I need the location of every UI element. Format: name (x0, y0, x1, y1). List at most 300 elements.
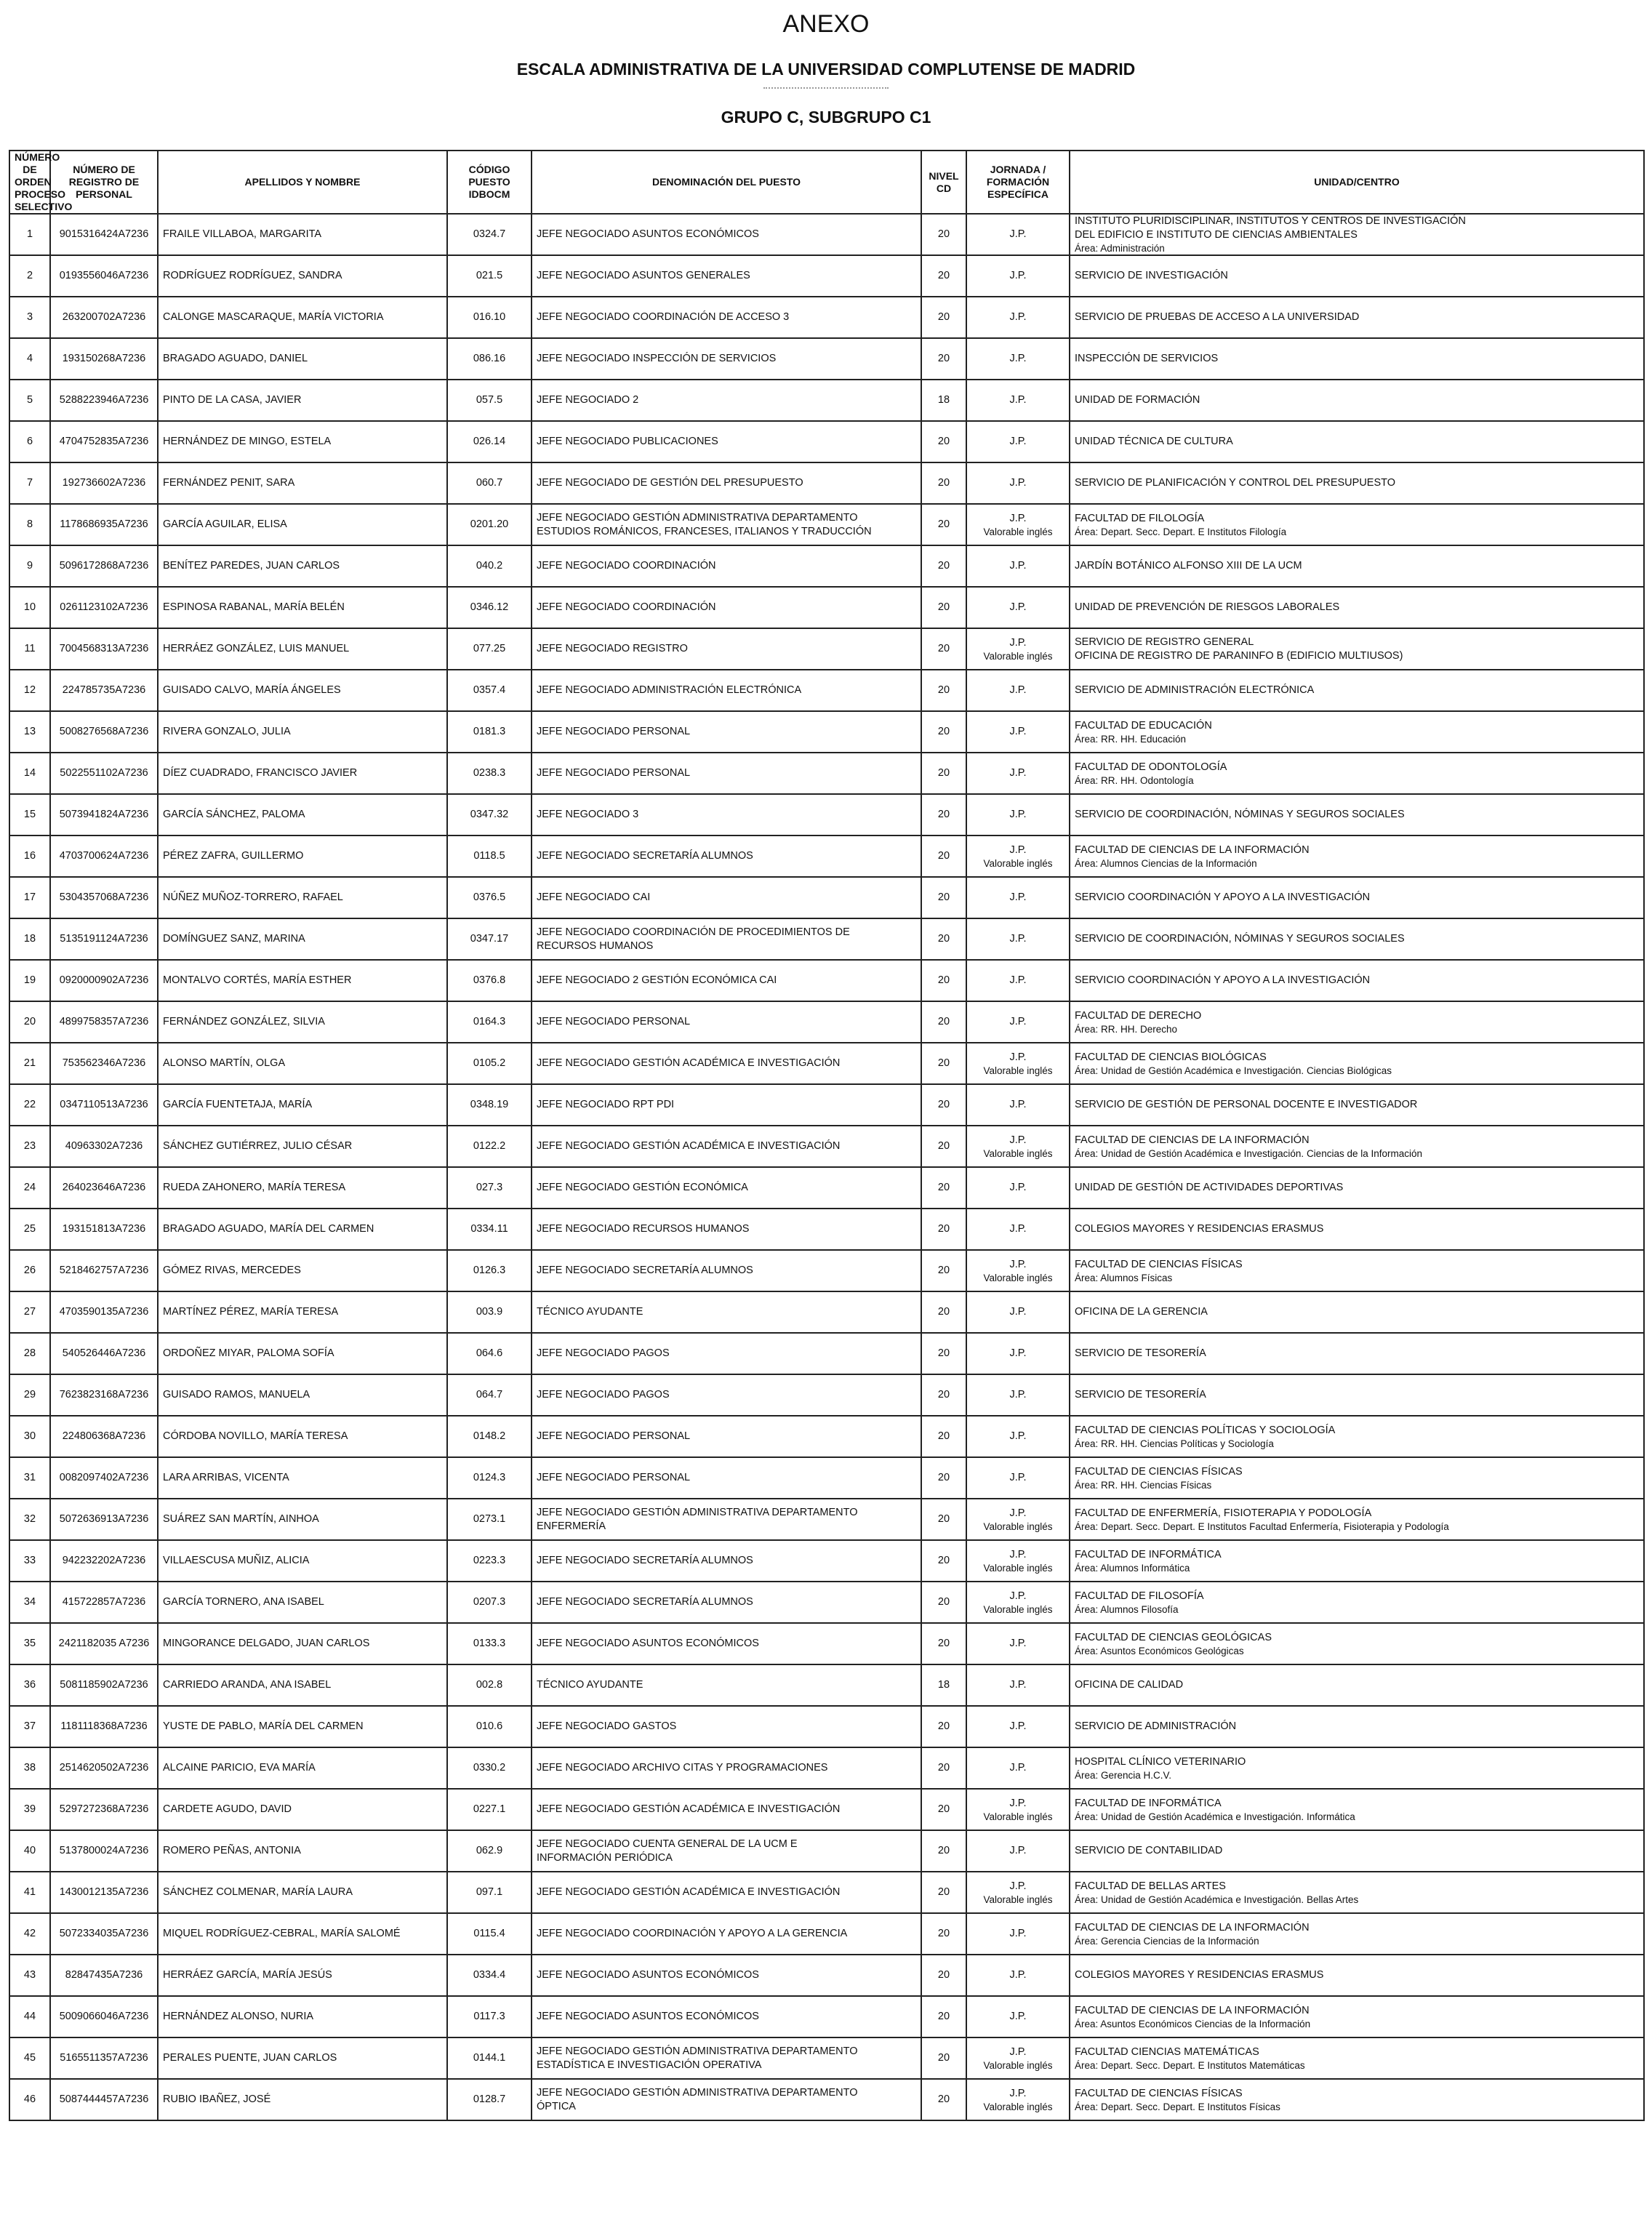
order-number: 12 (9, 670, 50, 711)
unit-line-2: Área: RR. HH. Educación (1075, 733, 1187, 745)
schedule-type: J.P. (1009, 1223, 1027, 1235)
annex-table (9, 150, 1645, 2121)
table-row (9, 1250, 1644, 1291)
schedule-type: J.P. (1009, 933, 1027, 945)
position-line: JEFE NEGOCIADO COORDINACIÓN Y APOYO A LA GERENCIA (537, 1928, 848, 1939)
position-line-2: ESTADÍSTICA E INVESTIGACIÓN OPERATIVA (537, 2059, 762, 2071)
position-code: 0376.5 (447, 877, 532, 918)
level-cd: 20 (921, 1540, 966, 1582)
registry-number: 942232202A7236 (50, 1540, 158, 1582)
order-number: 26 (9, 1250, 50, 1291)
unit-line: FACULTAD DE BELLAS ARTES (1075, 1880, 1226, 1892)
position-name (532, 338, 921, 380)
unit-line: UNIDAD TÉCNICA DE CULTURA (1075, 436, 1233, 447)
position-name (532, 1664, 921, 1706)
registry-number: 7623823168A7236 (50, 1374, 158, 1416)
position-name (532, 214, 921, 255)
position-line: JEFE NEGOCIADO GESTIÓN ADMINISTRATIVA DEPARTAMENTO (537, 511, 858, 524)
position-code: 0376.8 (447, 960, 532, 1001)
order-number: 40 (9, 1830, 50, 1872)
full-name: BRAGADO AGUADO, MARÍA DEL CARMEN (158, 1209, 447, 1250)
schedule (966, 2037, 1070, 2079)
full-name: LARA ARRIBAS, VICENTA (158, 1457, 447, 1499)
unit-line-3: Área: Administración (1075, 243, 1165, 254)
schedule-type: J.P. (1009, 1258, 1027, 1270)
group-heading: GRUPO C, SUBGRUPO C1 (721, 108, 931, 127)
position-line: JEFE NEGOCIADO GESTIÓN ACADÉMICA E INVESTIGACIÓN (537, 1803, 841, 1815)
table-row (9, 1499, 1644, 1540)
unit-line-2: Área: RR. HH. Ciencias Físicas (1075, 1479, 1212, 1491)
order-number: 41 (9, 1872, 50, 1913)
level-cd: 20 (921, 753, 966, 794)
schedule-type: J.P. (1009, 1797, 1027, 1809)
position-code: 0128.7 (447, 2079, 532, 2120)
registry-number: 5009066046A7236 (50, 1996, 158, 2037)
schedule (966, 836, 1070, 877)
full-name: MARTÍNEZ PÉREZ, MARÍA TERESA (158, 1291, 447, 1333)
schedule-type: J.P. (1009, 1051, 1027, 1063)
registry-number: 753562346A7236 (50, 1043, 158, 1084)
schedule-type: J.P. (1009, 1548, 1027, 1560)
order-number: 2 (9, 255, 50, 297)
position-name (532, 1623, 921, 1664)
full-name: PERALES PUENTE, JUAN CARLOS (158, 2037, 447, 2079)
full-name: NÚÑEZ MUÑOZ-TORRERO, RAFAEL (158, 877, 447, 918)
position-name (532, 1167, 921, 1209)
table-row (9, 1291, 1644, 1333)
level-cd: 20 (921, 1416, 966, 1457)
position-name (532, 1955, 921, 1996)
table-row (9, 1582, 1644, 1623)
unit-center (1070, 1623, 1644, 1664)
order-number: 15 (9, 794, 50, 836)
position-name (532, 297, 921, 338)
schedule (966, 1582, 1070, 1623)
table-row (9, 1996, 1644, 2037)
unit-line: FACULTAD DE CIENCIAS GEOLÓGICAS (1075, 1631, 1272, 1643)
position-line: JEFE NEGOCIADO GESTIÓN ADMINISTRATIVA DEPARTAMENTO (537, 2045, 858, 2057)
full-name: BENÍTEZ PAREDES, JUAN CARLOS (158, 545, 447, 587)
level-cd: 20 (921, 918, 966, 960)
full-name: GARCÍA TORNERO, ANA ISABEL (158, 1582, 447, 1623)
position-line: JEFE NEGOCIADO PUBLICACIONES (537, 436, 718, 447)
schedule-type: J.P. (1009, 353, 1027, 364)
position-name (532, 1043, 921, 1084)
position-line: JEFE NEGOCIADO PERSONAL (537, 1472, 691, 1483)
registry-number: 4703590135A7236 (50, 1291, 158, 1333)
position-line: JEFE NEGOCIADO 2 (537, 394, 639, 406)
position-code: 0133.3 (447, 1623, 532, 1664)
unit-center (1070, 1540, 1644, 1582)
unit-center (1070, 421, 1644, 462)
registry-number: 1181118368A7236 (50, 1706, 158, 1747)
registry-number: 263200702A7236 (50, 297, 158, 338)
level-cd: 18 (921, 380, 966, 421)
schedule (966, 380, 1070, 421)
position-line: JEFE NEGOCIADO GESTIÓN ADMINISTRATIVA DEPARTAMENTO (537, 2086, 858, 2099)
unit-line: INSTITUTO PLURIDISCIPLINAR, INSTITUTOS Y CENTROS DE INVESTIGACIÓN (1075, 215, 1466, 227)
unit-center (1070, 877, 1644, 918)
unit-center (1070, 545, 1644, 587)
level-cd: 20 (921, 1872, 966, 1913)
order-number: 31 (9, 1457, 50, 1499)
full-name: ESPINOSA RABANAL, MARÍA BELÉN (158, 587, 447, 628)
table-header-row (9, 151, 1644, 214)
position-line: JEFE NEGOCIADO REGISTRO (537, 643, 688, 654)
position-code: 0223.3 (447, 1540, 532, 1582)
unit-line: FACULTAD DE EDUCACIÓN (1075, 719, 1212, 732)
position-code: 026.14 (447, 421, 532, 462)
position-code: 0334.4 (447, 1955, 532, 1996)
full-name: BRAGADO AGUADO, DANIEL (158, 338, 447, 380)
table-row (9, 1167, 1644, 1209)
unit-line: FACULTAD DE FILOSOFÍA (1075, 1590, 1204, 1602)
full-name: GARCÍA AGUILAR, ELISA (158, 504, 447, 545)
position-name (532, 2079, 921, 2120)
order-number: 4 (9, 338, 50, 380)
unit-center (1070, 255, 1644, 297)
level-cd: 20 (921, 545, 966, 587)
schedule (966, 960, 1070, 1001)
unit-line: SERVICIO DE PRUEBAS DE ACCESO A LA UNIVERSIDAD (1075, 311, 1360, 323)
order-number: 29 (9, 1374, 50, 1416)
table-row (9, 214, 1644, 255)
unit-line-2: Área: Alumnos Informática (1075, 1562, 1190, 1574)
table-row (9, 1374, 1644, 1416)
position-line: JEFE NEGOCIADO CUENTA GENERAL DE LA UCM E (537, 1838, 798, 1850)
full-name: RUBIO IBAÑEZ, JOSÉ (158, 2079, 447, 2120)
position-line: TÉCNICO AYUDANTE (537, 1679, 643, 1691)
position-code: 021.5 (447, 255, 532, 297)
position-code: 0105.2 (447, 1043, 532, 1084)
position-name (532, 1457, 921, 1499)
order-number: 45 (9, 2037, 50, 2079)
registry-number: 5022551102A7236 (50, 753, 158, 794)
unit-line: FACULTAD DE CIENCIAS DE LA INFORMACIÓN (1075, 843, 1310, 856)
training-note: Valorable inglés (983, 857, 1053, 869)
schedule (966, 753, 1070, 794)
col-header-schedule: JORNADA / FORMACIÓN ESPECÍFICA (966, 151, 1070, 214)
full-name: FERNÁNDEZ GONZÁLEZ, SILVIA (158, 1001, 447, 1043)
table-row (9, 1913, 1644, 1955)
schedule (966, 1499, 1070, 1540)
unit-line: FACULTAD DE ODONTOLOGÍA (1075, 761, 1227, 773)
unit-line: FACULTAD DE CIENCIAS BIOLÓGICAS (1075, 1051, 1267, 1063)
unit-center (1070, 338, 1644, 380)
position-name (532, 1209, 921, 1250)
schedule (966, 1126, 1070, 1167)
table-row (9, 2037, 1644, 2079)
training-note: Valorable inglés (983, 1811, 1053, 1822)
registry-number: 5072636913A7236 (50, 1499, 158, 1540)
schedule-type: J.P. (1009, 1347, 1027, 1359)
table-row (9, 670, 1644, 711)
full-name: YUSTE DE PABLO, MARÍA DEL CARMEN (158, 1706, 447, 1747)
unit-center (1070, 1499, 1644, 1540)
schedule-type: J.P. (1009, 394, 1027, 406)
order-number: 21 (9, 1043, 50, 1084)
position-code: 0207.3 (447, 1582, 532, 1623)
position-code: 0122.2 (447, 1126, 532, 1167)
unit-line-2: Área: Depart. Secc. Depart. E Institutos Filología (1075, 526, 1287, 537)
level-cd: 20 (921, 2037, 966, 2079)
schedule (966, 545, 1070, 587)
table-row (9, 1623, 1644, 1664)
training-note: Valorable inglés (983, 1520, 1053, 1532)
schedule (966, 1706, 1070, 1747)
position-code: 062.9 (447, 1830, 532, 1872)
registry-number: 4703700624A7236 (50, 836, 158, 877)
table-row (9, 753, 1644, 794)
position-name (532, 1872, 921, 1913)
position-name (532, 421, 921, 462)
table-row (9, 1043, 1644, 1084)
unit-center (1070, 1167, 1644, 1209)
level-cd: 18 (921, 1664, 966, 1706)
schedule-type: J.P. (1009, 601, 1027, 613)
position-code: 0118.5 (447, 836, 532, 877)
schedule (966, 1996, 1070, 2037)
position-name (532, 1706, 921, 1747)
schedule (966, 462, 1070, 504)
col-header-position: DENOMINACIÓN DEL PUESTO (532, 151, 921, 214)
full-name: SÁNCHEZ GUTIÉRREZ, JULIO CÉSAR (158, 1126, 447, 1167)
schedule-type: J.P. (1009, 2045, 1027, 2058)
order-number: 37 (9, 1706, 50, 1747)
position-code: 0324.7 (447, 214, 532, 255)
level-cd: 20 (921, 1209, 966, 1250)
schedule-type: J.P. (1009, 228, 1027, 240)
full-name: RUEDA ZAHONERO, MARÍA TERESA (158, 1167, 447, 1209)
order-number: 46 (9, 2079, 50, 2120)
unit-center (1070, 1913, 1644, 1955)
registry-number: 9015316424A7236 (50, 214, 158, 255)
unit-center (1070, 918, 1644, 960)
schedule-type: J.P. (1009, 1590, 1027, 1602)
unit-line-2: Área: Gerencia H.C.V. (1075, 1769, 1172, 1781)
position-code: 0346.12 (447, 587, 532, 628)
position-name (532, 877, 921, 918)
unit-line-2: Área: RR. HH. Ciencias Políticas y Sociología (1075, 1438, 1274, 1449)
table-row (9, 1872, 1644, 1913)
page-title: ANEXO (782, 10, 870, 38)
full-name: HERRÁEZ GARCÍA, MARÍA JESÚS (158, 1955, 447, 1996)
table-row (9, 1830, 1644, 1872)
order-number: 25 (9, 1209, 50, 1250)
position-line: JEFE NEGOCIADO ARCHIVO CITAS Y PROGRAMACIONES (537, 1762, 828, 1774)
unit-line-2: Área: Gerencia Ciencias de la Información (1075, 1935, 1259, 1947)
schedule-type: J.P. (1009, 270, 1027, 281)
schedule (966, 918, 1070, 960)
unit-line: COLEGIOS MAYORES Y RESIDENCIAS ERASMUS (1075, 1969, 1324, 1981)
col-header-level: NIVEL CD (921, 151, 966, 214)
level-cd: 20 (921, 1747, 966, 1789)
table-row (9, 1540, 1644, 1582)
table-row (9, 504, 1644, 545)
unit-line-2: Área: Unidad de Gestión Académica e Investigación. Bellas Artes (1075, 1894, 1359, 1905)
level-cd: 20 (921, 1126, 966, 1167)
position-line: JEFE NEGOCIADO SECRETARÍA ALUMNOS (537, 1596, 753, 1608)
unit-line-2: Área: RR. HH. Derecho (1075, 1023, 1178, 1035)
unit-line: INSPECCIÓN DE SERVICIOS (1075, 353, 1219, 364)
unit-center (1070, 1374, 1644, 1416)
table-row (9, 794, 1644, 836)
schedule (966, 877, 1070, 918)
table-row (9, 1457, 1644, 1499)
order-number: 38 (9, 1747, 50, 1789)
full-name: CARDETE AGUDO, DAVID (158, 1789, 447, 1830)
position-name (532, 1996, 921, 2037)
order-number: 35 (9, 1623, 50, 1664)
position-line: JEFE NEGOCIADO GESTIÓN ECONÓMICA (537, 1182, 748, 1193)
unit-center (1070, 628, 1644, 670)
order-number: 36 (9, 1664, 50, 1706)
unit-line: SERVICIO DE COORDINACIÓN, NÓMINAS Y SEGUROS SOCIALES (1075, 933, 1405, 945)
unit-line-2: Área: Depart. Secc. Depart. E Institutos Facultad Enfermería, Fisioterapia y Podología (1075, 1520, 1449, 1532)
position-code: 0126.3 (447, 1250, 532, 1291)
schedule-type: J.P. (1009, 809, 1027, 820)
order-number: 16 (9, 836, 50, 877)
table-row (9, 1706, 1644, 1747)
position-name (532, 1830, 921, 1872)
unit-line: COLEGIOS MAYORES Y RESIDENCIAS ERASMUS (1075, 1223, 1324, 1235)
col-header-num: NÚMERO DE ORDEN PROCESO SELECTIVO (9, 151, 50, 214)
schedule (966, 1250, 1070, 1291)
registry-number: 5288223946A7236 (50, 380, 158, 421)
schedule-type: J.P. (1009, 1762, 1027, 1774)
schedule-type: J.P. (1009, 512, 1027, 524)
table-row (9, 918, 1644, 960)
level-cd: 20 (921, 794, 966, 836)
registry-number: 224806368A7236 (50, 1416, 158, 1457)
table-row (9, 1955, 1644, 1996)
schedule-type: J.P. (1009, 843, 1027, 856)
unit-line: SERVICIO DE COORDINACIÓN, NÓMINAS Y SEGUROS SOCIALES (1075, 809, 1405, 820)
table-row (9, 836, 1644, 877)
order-number: 24 (9, 1167, 50, 1209)
position-name (532, 587, 921, 628)
training-note: Valorable inglés (983, 650, 1053, 662)
col-header-reg: NÚMERO DE REGISTRO DE PERSONAL (50, 151, 158, 214)
schedule-type: J.P. (1009, 1016, 1027, 1027)
registry-number: 0082097402A7236 (50, 1457, 158, 1499)
level-cd: 20 (921, 670, 966, 711)
level-cd: 20 (921, 1913, 966, 1955)
full-name: ALCAINE PARICIO, EVA MARÍA (158, 1747, 447, 1789)
position-line: JEFE NEGOCIADO GASTOS (537, 1720, 677, 1732)
unit-center (1070, 1416, 1644, 1457)
table-row (9, 255, 1644, 297)
position-line: JEFE NEGOCIADO PAGOS (537, 1389, 670, 1400)
position-line: JEFE NEGOCIADO DE GESTIÓN DEL PRESUPUESTO (537, 477, 803, 489)
schedule-type: J.P. (1009, 1507, 1027, 1519)
position-line: JEFE NEGOCIADO 3 (537, 809, 639, 820)
position-line: JEFE NEGOCIADO INSPECCIÓN DE SERVICIOS (537, 353, 777, 364)
registry-number: 5297272368A7236 (50, 1789, 158, 1830)
level-cd: 20 (921, 960, 966, 1001)
position-line: JEFE NEGOCIADO 2 GESTIÓN ECONÓMICA CAI (537, 974, 777, 986)
position-line: JEFE NEGOCIADO PAGOS (537, 1347, 670, 1359)
position-line: JEFE NEGOCIADO ASUNTOS GENERALES (537, 270, 750, 281)
position-name (532, 794, 921, 836)
full-name: FERNÁNDEZ PENIT, SARA (158, 462, 447, 504)
schedule-type: J.P. (1009, 1099, 1027, 1110)
full-name: GARCÍA FUENTETAJA, MARÍA (158, 1084, 447, 1126)
schedule-type: J.P. (1009, 1845, 1027, 1856)
registry-number: 5008276568A7236 (50, 711, 158, 753)
unit-line: UNIDAD DE GESTIÓN DE ACTIVIDADES DEPORTIVAS (1075, 1182, 1344, 1193)
full-name: CÓRDOBA NOVILLO, MARÍA TERESA (158, 1416, 447, 1457)
position-code: 077.25 (447, 628, 532, 670)
training-note: Valorable inglés (983, 2101, 1053, 2112)
table-row (9, 338, 1644, 380)
position-name (532, 1001, 921, 1043)
schedule-type: J.P. (1009, 636, 1027, 649)
unit-line-2: DEL EDIFICIO E INSTITUTO DE CIENCIAS AMBIENTALES (1075, 229, 1358, 241)
position-code: 016.10 (447, 297, 532, 338)
unit-line: FACULTAD DE CIENCIAS DE LA INFORMACIÓN (1075, 1134, 1310, 1146)
order-number: 9 (9, 545, 50, 587)
order-number: 23 (9, 1126, 50, 1167)
position-line-2: ESTUDIOS ROMÁNICOS, FRANCESES, ITALIANOS Y TRADUCCIÓN (537, 525, 872, 537)
schedule-type: J.P. (1009, 477, 1027, 489)
schedule (966, 1084, 1070, 1126)
full-name: VILLAESCUSA MUÑIZ, ALICIA (158, 1540, 447, 1582)
table-row (9, 1789, 1644, 1830)
schedule (966, 1872, 1070, 1913)
unit-line: SERVICIO DE TESORERÍA (1075, 1347, 1206, 1359)
unit-center (1070, 1333, 1644, 1374)
unit-line: SERVICIO COORDINACIÓN Y APOYO A LA INVESTIGACIÓN (1075, 974, 1371, 986)
full-name: DÍEZ CUADRADO, FRANCISCO JAVIER (158, 753, 447, 794)
order-number: 20 (9, 1001, 50, 1043)
order-number: 42 (9, 1913, 50, 1955)
unit-center (1070, 1250, 1644, 1291)
schedule (966, 1747, 1070, 1789)
order-number: 13 (9, 711, 50, 753)
full-name: ORDOÑEZ MIYAR, PALOMA SOFÍA (158, 1333, 447, 1374)
unit-line: FACULTAD DE DERECHO (1075, 1009, 1202, 1022)
level-cd: 20 (921, 2079, 966, 2120)
position-line: JEFE NEGOCIADO COORDINACIÓN DE ACCESO 3 (537, 311, 790, 323)
registry-number: 2421182035 A7236 (50, 1623, 158, 1664)
position-name (532, 1582, 921, 1623)
registry-number: 224785735A7236 (50, 670, 158, 711)
position-line: JEFE NEGOCIADO GESTIÓN ACADÉMICA E INVESTIGACIÓN (537, 1886, 841, 1898)
unit-center (1070, 753, 1644, 794)
training-note: Valorable inglés (983, 1147, 1053, 1159)
unit-center (1070, 1872, 1644, 1913)
position-name (532, 918, 921, 960)
registry-number: 192736602A7236 (50, 462, 158, 504)
unit-line-2: OFICINA DE REGISTRO DE PARANINFO B (EDIFICIO MULTIUSOS) (1075, 649, 1403, 662)
unit-line-2: Área: Depart. Secc. Depart. E Institutos Matemáticas (1075, 2059, 1305, 2071)
order-number: 1 (9, 214, 50, 255)
registry-number: 264023646A7236 (50, 1167, 158, 1209)
level-cd: 20 (921, 1167, 966, 1209)
unit-center (1070, 711, 1644, 753)
schedule (966, 1623, 1070, 1664)
schedule-type: J.P. (1009, 311, 1027, 323)
position-name (532, 380, 921, 421)
level-cd: 20 (921, 421, 966, 462)
training-note: Valorable inglés (983, 1603, 1053, 1615)
order-number: 10 (9, 587, 50, 628)
table-row (9, 1084, 1644, 1126)
unit-line-2: Área: Alumnos Filosofía (1075, 1603, 1179, 1615)
level-cd: 20 (921, 1250, 966, 1291)
schedule (966, 1540, 1070, 1582)
